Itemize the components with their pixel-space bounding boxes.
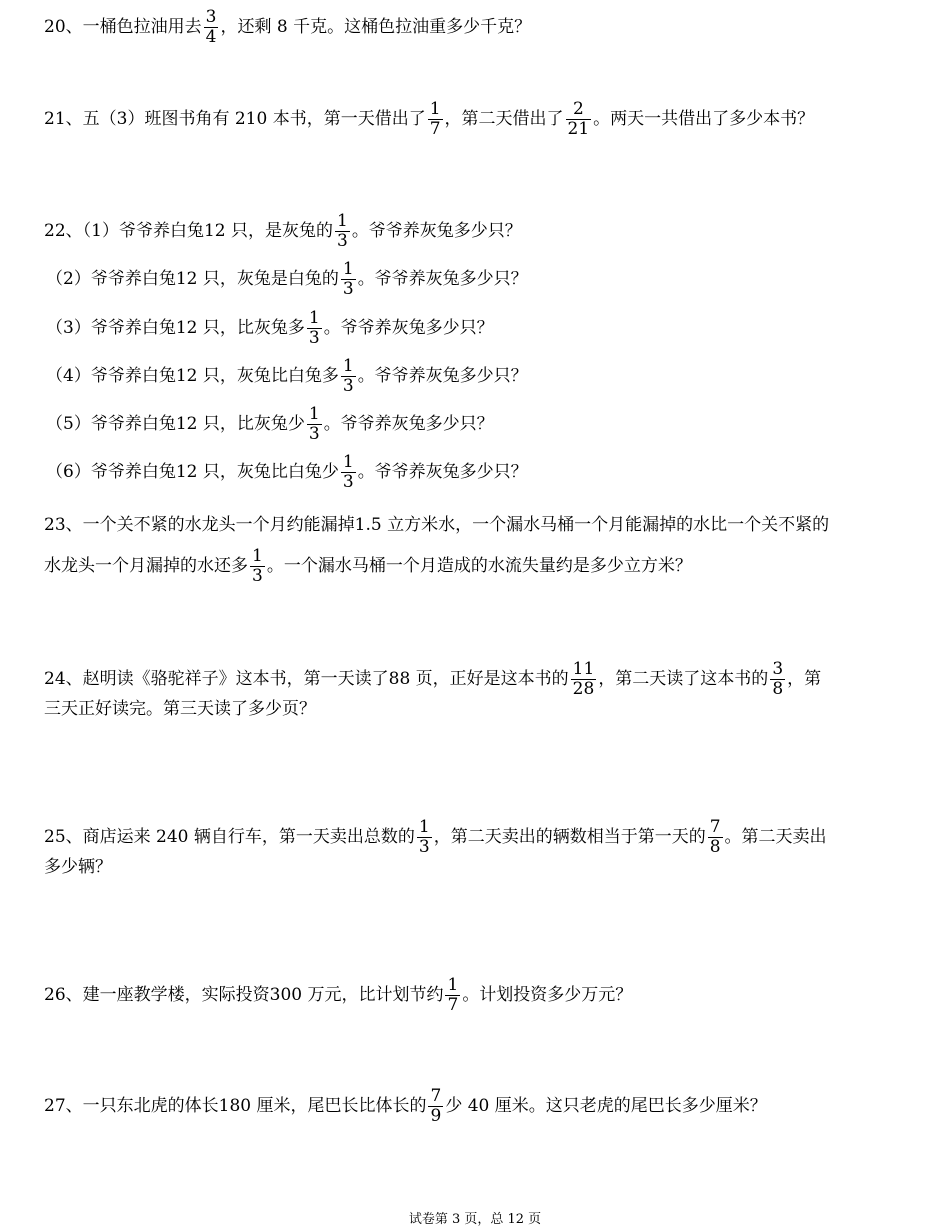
q25-text-line2: 多少辆？ <box>44 857 112 877</box>
fraction: $\frac{1}{7}$ <box>429 99 441 139</box>
q22-text-pre: （3）爷爷养白兔12 只，比灰兔多 <box>46 318 305 338</box>
fraction: $\frac{1}{3}$ <box>308 404 320 444</box>
q22-text-post: 。爷爷养灰兔多少只？ <box>357 366 528 386</box>
q27-text-post: 少 40 厘米。这只老虎的尾巴长多少厘米？ <box>445 1096 767 1116</box>
question-22-part-4 <box>46 357 910 396</box>
q20-text-pre: 20、一桶色拉油用去 <box>44 17 202 37</box>
fraction: $\frac{1}{3}$ <box>342 259 354 299</box>
question-20 <box>44 8 910 47</box>
q22-text-post: 。爷爷养灰兔多少只？ <box>357 462 528 482</box>
question-25-line-2 <box>44 855 910 879</box>
question-22-part-1 <box>44 212 910 251</box>
q22-text-post: 。爷爷养灰兔多少只？ <box>351 221 522 241</box>
q26-text-post: 。计划投资多少万元？ <box>462 985 633 1005</box>
question-23-line-2 <box>44 547 910 586</box>
q24-text-pre: 24、赵明读《骆驼祥子》这本书，第一天读了88 页，正好是这本书的 <box>44 669 569 689</box>
q25-text-pre: 25、商店运来 240 辆自行车，第一天卖出总数的 <box>44 827 415 847</box>
fraction: $\frac{1}{3}$ <box>342 356 354 396</box>
q20-text-post: ，还剩 8 千克。这桶色拉油重多少千克？ <box>220 17 532 37</box>
fraction: $\frac{11}{28}$ <box>572 659 595 699</box>
fraction: $\frac{1}{3}$ <box>308 308 320 348</box>
q22-text-pre: 22、（1）爷爷养白兔12 只，是灰兔的 <box>44 221 333 241</box>
fraction: $\frac{2}{21}$ <box>567 99 590 139</box>
question-22-part-6 <box>46 453 910 492</box>
fraction: $\frac{1}{3}$ <box>252 546 263 586</box>
question-24-line-1 <box>44 660 910 699</box>
q25-text-mid: ，第二天卖出的辆数相当于第一天的 <box>433 827 706 847</box>
fraction: $\frac{7}{9}$ <box>430 1086 442 1126</box>
q22-text-pre: （5）爷爷养白兔12 只，比灰兔少 <box>46 414 305 434</box>
q24-text-mid: ，第二天读了这本书的 <box>598 669 769 689</box>
fraction: $\frac{3}{8}$ <box>772 659 784 699</box>
question-24-line-2 <box>44 697 910 721</box>
q21-text-mid: ，第二天借出了 <box>444 109 564 129</box>
question-25-line-1 <box>44 818 910 857</box>
q26-text-pre: 26、建一座教学楼，实际投资300 万元，比计划节约 <box>44 985 444 1005</box>
fraction: $\frac{1}{3}$ <box>418 817 430 857</box>
fraction: $\frac{1}{3}$ <box>342 452 354 492</box>
q25-text-post: 。第二天卖出 <box>724 827 827 847</box>
q22-text-pre: （6）爷爷养白兔12 只，灰兔比白兔少 <box>46 462 339 482</box>
fraction: $\frac{7}{8}$ <box>709 817 721 857</box>
question-22-part-3 <box>46 309 910 348</box>
question-21 <box>44 100 910 139</box>
q24-text-line2: 三天正好读完。第三天读了多少页？ <box>44 699 316 719</box>
q21-text-pre: 21、五（3）班图书角有 210 本书，第一天借出了 <box>44 109 426 129</box>
q22-text-pre: （2）爷爷养白兔12 只，灰兔是白兔的 <box>46 269 339 289</box>
question-22-part-5 <box>46 405 910 444</box>
fraction: $\frac{3}{4}$ <box>205 7 217 47</box>
q21-text-post: 。两天一共借出了多少本书？ <box>593 109 815 129</box>
fraction: $\frac{1}{3}$ <box>336 211 348 251</box>
q27-text-pre: 27、一只东北虎的体长180 厘米，尾巴长比体长的 <box>44 1096 427 1116</box>
q22-text-post: 。爷爷养灰兔多少只？ <box>323 414 494 434</box>
question-27 <box>44 1087 910 1126</box>
question-26 <box>44 976 910 1015</box>
q24-text-post: ，第 <box>787 669 822 689</box>
page-footer: 试卷第 3 页，总 12 页 <box>408 1212 542 1227</box>
q22-text-post: 。爷爷养灰兔多少只？ <box>323 318 494 338</box>
q23-text-line1: 23、一个关不紧的水龙头一个月约能漏掉1.5 立方米水，一个漏水马桶一个月能漏掉的水比一个关不紧的 <box>44 515 830 535</box>
q22-text-pre: （4）爷爷养白兔12 只，灰兔比白兔多 <box>46 366 339 386</box>
question-22-part-2 <box>46 260 910 299</box>
q22-text-post: 。爷爷养灰兔多少只？ <box>357 269 528 289</box>
q23-text-pre: 水龙头一个月漏掉的水还多 <box>44 556 248 576</box>
question-23-line-1 <box>44 513 910 537</box>
q23-text-post: 。一个漏水马桶一个月造成的水流失量约是多少立方米？ <box>266 556 692 576</box>
fraction: $\frac{1}{7}$ <box>447 975 459 1015</box>
